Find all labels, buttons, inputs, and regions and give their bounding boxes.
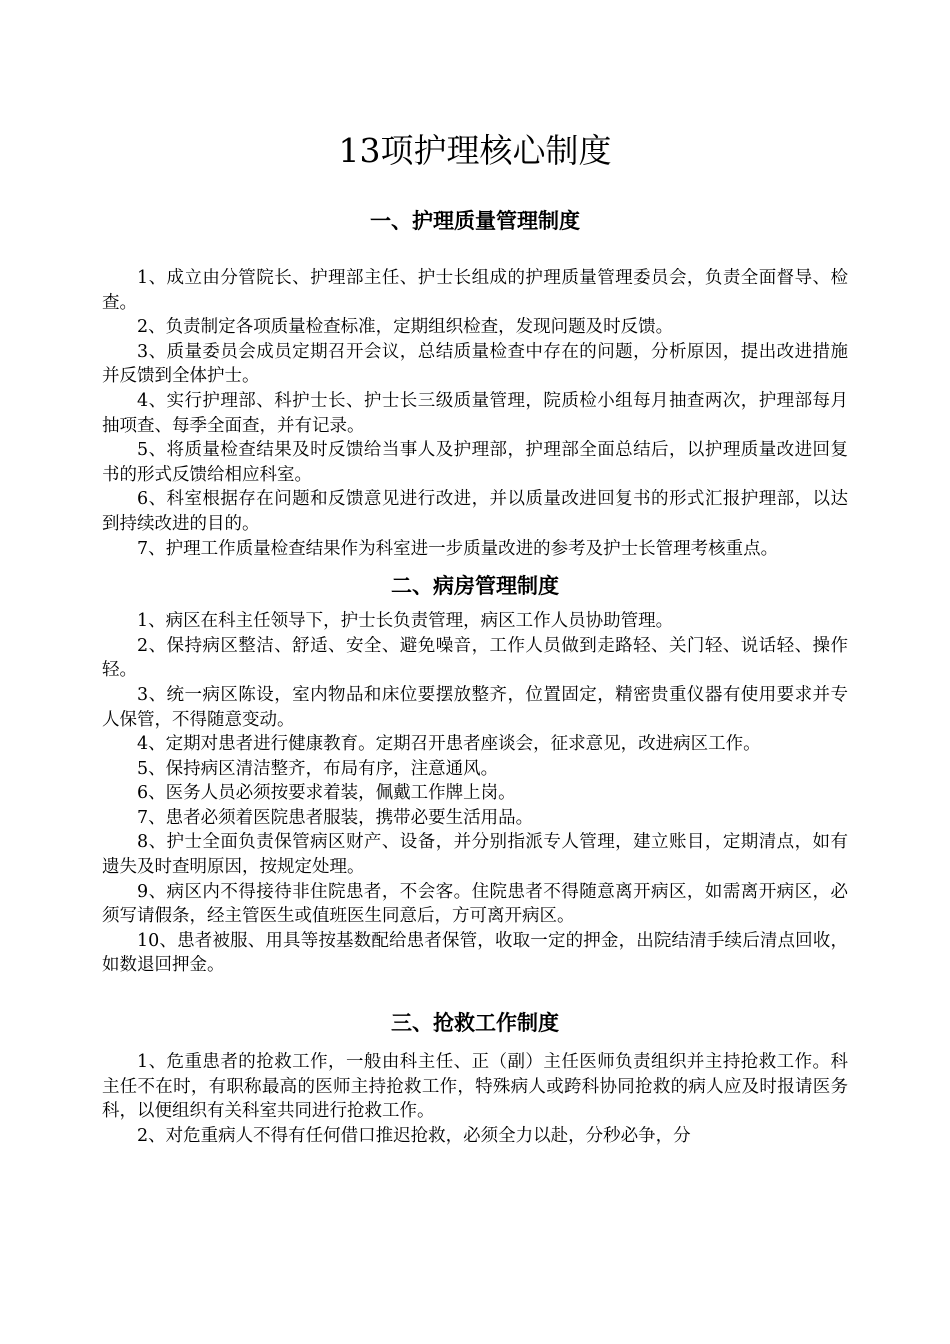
paragraph: 1、危重患者的抢救工作，一般由科主任、正（副）主任医师负责组织并主持抢救工作。科主任不在时，有职称最高的医师主持抢救工作，特殊病人或跨科协同抢救的病人应及时报请医务科，以便组织有关科室共同进行抢救工作。 <box>102 1052 848 1122</box>
section-heading-ward-management: 二、病房管理制度 <box>391 573 559 599</box>
paragraph: 4、实行护理部、科护士长、护士长三级质量管理，院质检小组每月抽查两次，护理部每月抽项查、每季全面查，并有记录。 <box>102 390 848 436</box>
section-heading-quality-management: 一、护理质量管理制度 <box>370 208 580 233</box>
paragraph: 3、统一病区陈设，室内物品和床位要摆放整齐，位置固定，精密贵重仪器有使用要求并专人保管，不得随意变动。 <box>102 684 848 730</box>
paragraph: 2、负责制定各项质量检查标准，定期组织检查，发现问题及时反馈。 <box>137 317 674 338</box>
paragraph: 9、病区内不得接待非住院患者，不会客。住院患者不得随意离开病区，如需离开病区，必须写请假条，经主管医生或值班医生同意后，方可离开病区。 <box>102 881 848 927</box>
document-title: 13项护理核心制度 <box>338 131 612 170</box>
paragraph: 7、护理工作质量检查结果作为科室进一步质量改进的参考及护士长管理考核重点。 <box>137 538 779 559</box>
paragraph: 5、将质量检查结果及时反馈给当事人及护理部，护理部全面总结后，以护理质量改进回复书的形式反馈给相应科室。 <box>102 440 848 485</box>
paragraph: 2、对危重病人不得有任何借口推迟抢救，必须全力以赴，分秒必争，分 <box>137 1125 691 1146</box>
section-body-rescue-work <box>102 1050 848 1148</box>
paragraph: 5、保持病区清洁整齐，布局有序，注意通风。 <box>137 758 499 779</box>
paragraph: 1、成立由分管院长、护理部主任、护士长组成的护理质量管理委员会，负责全面督导、检查。 <box>102 268 848 313</box>
section-body-quality-management <box>102 266 848 561</box>
paragraph: 8、护士全面负责保管病区财产、设备，并分别指派专人管理，建立账目，定期清点，如有遗失及时查明原因，按规定处理。 <box>102 832 848 878</box>
paragraph: 3、质量委员会成员定期召开会议，总结质量检查中存在的问题，分析原因，提出改进措施并反馈到全体护士。 <box>102 341 848 387</box>
section-body-ward-management <box>102 609 848 978</box>
paragraph: 4、定期对患者进行健康教育。定期召开患者座谈会，征求意见，改进病区工作。 <box>137 734 761 755</box>
paragraph: 1、病区在科主任领导下，护士长负责管理，病区工作人员协助管理。 <box>137 611 674 632</box>
paragraph: 10、患者被服、用具等按基数配给患者保管，收取一定的押金，出院结清手续后清点回收，如数退回押金。 <box>102 930 848 976</box>
paragraph: 6、医务人员必须按要求着装，佩戴工作牌上岗。 <box>137 783 516 804</box>
paragraph: 6、科室根据存在问题和反馈意见进行改进，并以质量改进回复书的形式汇报护理部，以达到持续改进的目的。 <box>102 489 848 534</box>
paragraph: 2、保持病区整洁、舒适、安全、避免噪音，工作人员做到走路轻、关门轻、说话轻、操作轻。 <box>102 635 848 681</box>
section-heading-rescue-work: 三、抢救工作制度 <box>391 1010 559 1036</box>
paragraph: 7、患者必须着医院患者服装，携带必要生活用品。 <box>137 807 534 828</box>
